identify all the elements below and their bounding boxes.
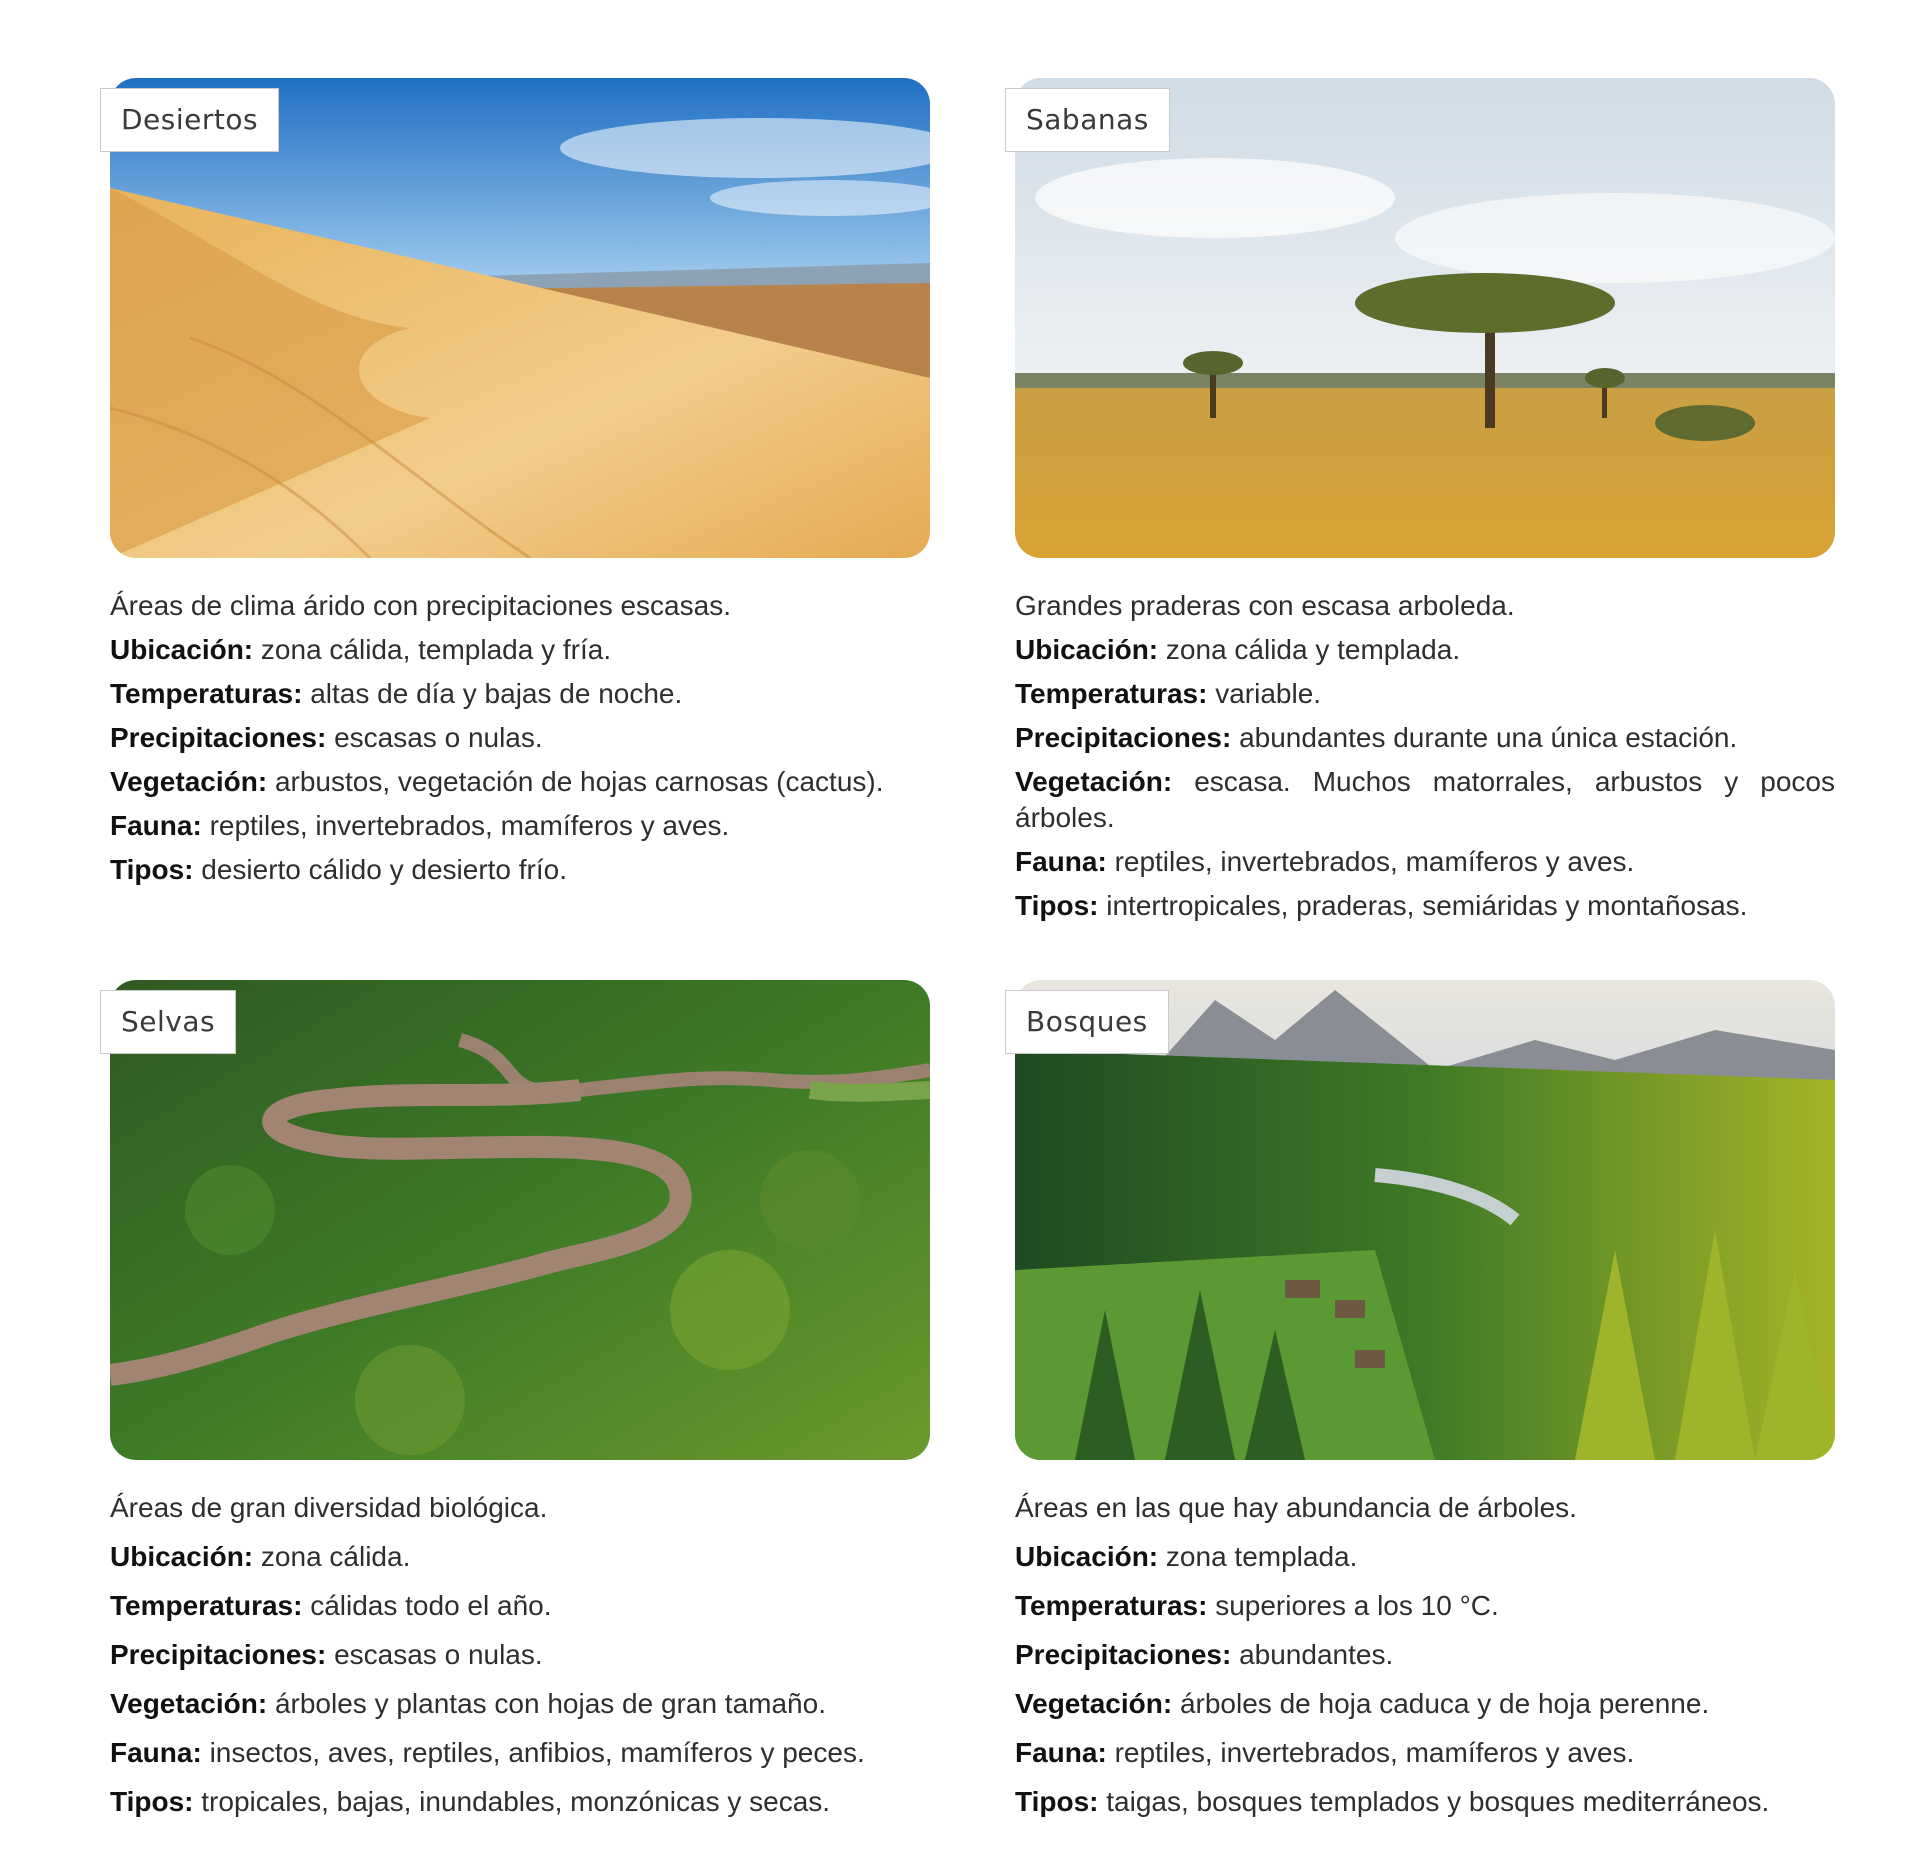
tipos-label: Tipos: [1015, 1786, 1099, 1817]
tipos-value: desierto cálido y desierto frío. [201, 854, 568, 885]
fauna-label: Fauna: [1015, 1737, 1107, 1768]
vegetacion-value: árboles y plantas con hojas de gran tamaño. [274, 1688, 826, 1719]
biome-intro: Áreas de clima árido con precipitaciones escasas. [110, 590, 731, 621]
fauna-row [110, 1735, 930, 1771]
fauna-row [110, 808, 930, 844]
temperaturas-row [1015, 1588, 1835, 1624]
precipitaciones-label: Precipitaciones: [110, 1639, 327, 1670]
vegetacion-value: escasa. Muchos matorrales, arbustos y pocos árboles. [1015, 766, 1835, 833]
fauna-label: Fauna: [110, 810, 202, 841]
fauna-value: reptiles, invertebrados, mamíferos y aves. [1114, 846, 1635, 877]
temperaturas-label: Temperaturas: [110, 1590, 303, 1621]
precipitaciones-row [1015, 1637, 1835, 1673]
biome-card-selvas [110, 980, 930, 1833]
biome-tag: Sabanas [1005, 88, 1170, 152]
temperaturas-label: Temperaturas: [110, 678, 303, 709]
tipos-row [110, 1784, 930, 1820]
precipitaciones-value: escasas o nulas. [334, 722, 543, 753]
biome-card-sabanas [1015, 78, 1835, 932]
ubicacion-value: zona cálida, templada y fría. [260, 634, 612, 665]
tipos-label: Tipos: [1015, 890, 1099, 921]
biome-tag: Selvas [100, 990, 236, 1054]
tipos-label: Tipos: [110, 854, 194, 885]
temperaturas-row [1015, 676, 1835, 712]
vegetacion-value: arbustos, vegetación de hojas carnosas (cactus). [274, 766, 884, 797]
vegetacion-label: Vegetación: [110, 766, 268, 797]
ubicacion-label: Ubicación: [1015, 634, 1159, 665]
precipitaciones-value: abundantes durante una única estación. [1239, 722, 1738, 753]
precipitaciones-label: Precipitaciones: [110, 722, 327, 753]
fauna-row [1015, 1735, 1835, 1771]
vegetacion-row [1015, 1686, 1835, 1722]
ubicacion-row [110, 1539, 930, 1575]
precipitaciones-row [1015, 720, 1835, 756]
precipitaciones-row [110, 1637, 930, 1673]
temperaturas-value: variable. [1215, 678, 1322, 709]
biome-tag: Desiertos [100, 88, 279, 152]
tipos-value: intertropicales, praderas, semiáridas y montañosas. [1106, 890, 1748, 921]
tipos-label: Tipos: [110, 1786, 194, 1817]
precipitaciones-value: abundantes. [1239, 1639, 1394, 1670]
ubicacion-row [1015, 632, 1835, 668]
biome-tag: Bosques [1005, 990, 1169, 1054]
fauna-value: reptiles, invertebrados, mamíferos y aves. [209, 810, 730, 841]
biome-intro: Áreas de gran diversidad biológica. [110, 1492, 548, 1523]
biome-intro: Áreas en las que hay abundancia de árboles. [1015, 1492, 1577, 1523]
biome-description [1015, 588, 1835, 924]
temperaturas-row [110, 1588, 930, 1624]
tipos-value: tropicales, bajas, inundables, monzónicas y secas. [201, 1786, 831, 1817]
biome-description [110, 1490, 930, 1820]
tipos-value: taigas, bosques templados y bosques mediterráneos. [1106, 1786, 1770, 1817]
ubicacion-value: zona cálida y templada. [1165, 634, 1461, 665]
temperaturas-row [110, 676, 930, 712]
tipos-row [1015, 1784, 1835, 1820]
fauna-value: reptiles, invertebrados, mamíferos y aves. [1114, 1737, 1635, 1768]
fauna-value: insectos, aves, reptiles, anfibios, mamíferos y peces. [209, 1737, 865, 1768]
ubicacion-row [110, 632, 930, 668]
vegetacion-row [1015, 764, 1835, 836]
fauna-row [1015, 844, 1835, 880]
vegetacion-row [110, 1686, 930, 1722]
temperaturas-label: Temperaturas: [1015, 1590, 1208, 1621]
biome-card-desiertos [110, 78, 930, 896]
fauna-label: Fauna: [1015, 846, 1107, 877]
ubicacion-value: zona cálida. [260, 1541, 411, 1572]
temperaturas-value: cálidas todo el año. [310, 1590, 552, 1621]
ubicacion-label: Ubicación: [110, 634, 254, 665]
biome-intro: Grandes praderas con escasa arboleda. [1015, 590, 1515, 621]
precipitaciones-label: Precipitaciones: [1015, 722, 1232, 753]
temperaturas-label: Temperaturas: [1015, 678, 1208, 709]
biome-description [110, 588, 930, 888]
precipitaciones-row [110, 720, 930, 756]
vegetacion-label: Vegetación: [1015, 1688, 1173, 1719]
vegetacion-label: Vegetación: [1015, 766, 1173, 797]
tipos-row [1015, 888, 1835, 924]
precipitaciones-value: escasas o nulas. [334, 1639, 543, 1670]
vegetacion-row [110, 764, 930, 800]
ubicacion-label: Ubicación: [1015, 1541, 1159, 1572]
ubicacion-label: Ubicación: [110, 1541, 254, 1572]
temperaturas-value: altas de día y bajas de noche. [310, 678, 683, 709]
vegetacion-value: árboles de hoja caduca y de hoja perenne. [1179, 1688, 1710, 1719]
fauna-label: Fauna: [110, 1737, 202, 1768]
vegetacion-label: Vegetación: [110, 1688, 268, 1719]
tipos-row [110, 852, 930, 888]
temperaturas-value: superiores a los 10 °C. [1215, 1590, 1499, 1621]
biome-card-bosques [1015, 980, 1835, 1833]
precipitaciones-label: Precipitaciones: [1015, 1639, 1232, 1670]
ubicacion-row [1015, 1539, 1835, 1575]
ubicacion-value: zona templada. [1165, 1541, 1358, 1572]
biome-description [1015, 1490, 1835, 1820]
